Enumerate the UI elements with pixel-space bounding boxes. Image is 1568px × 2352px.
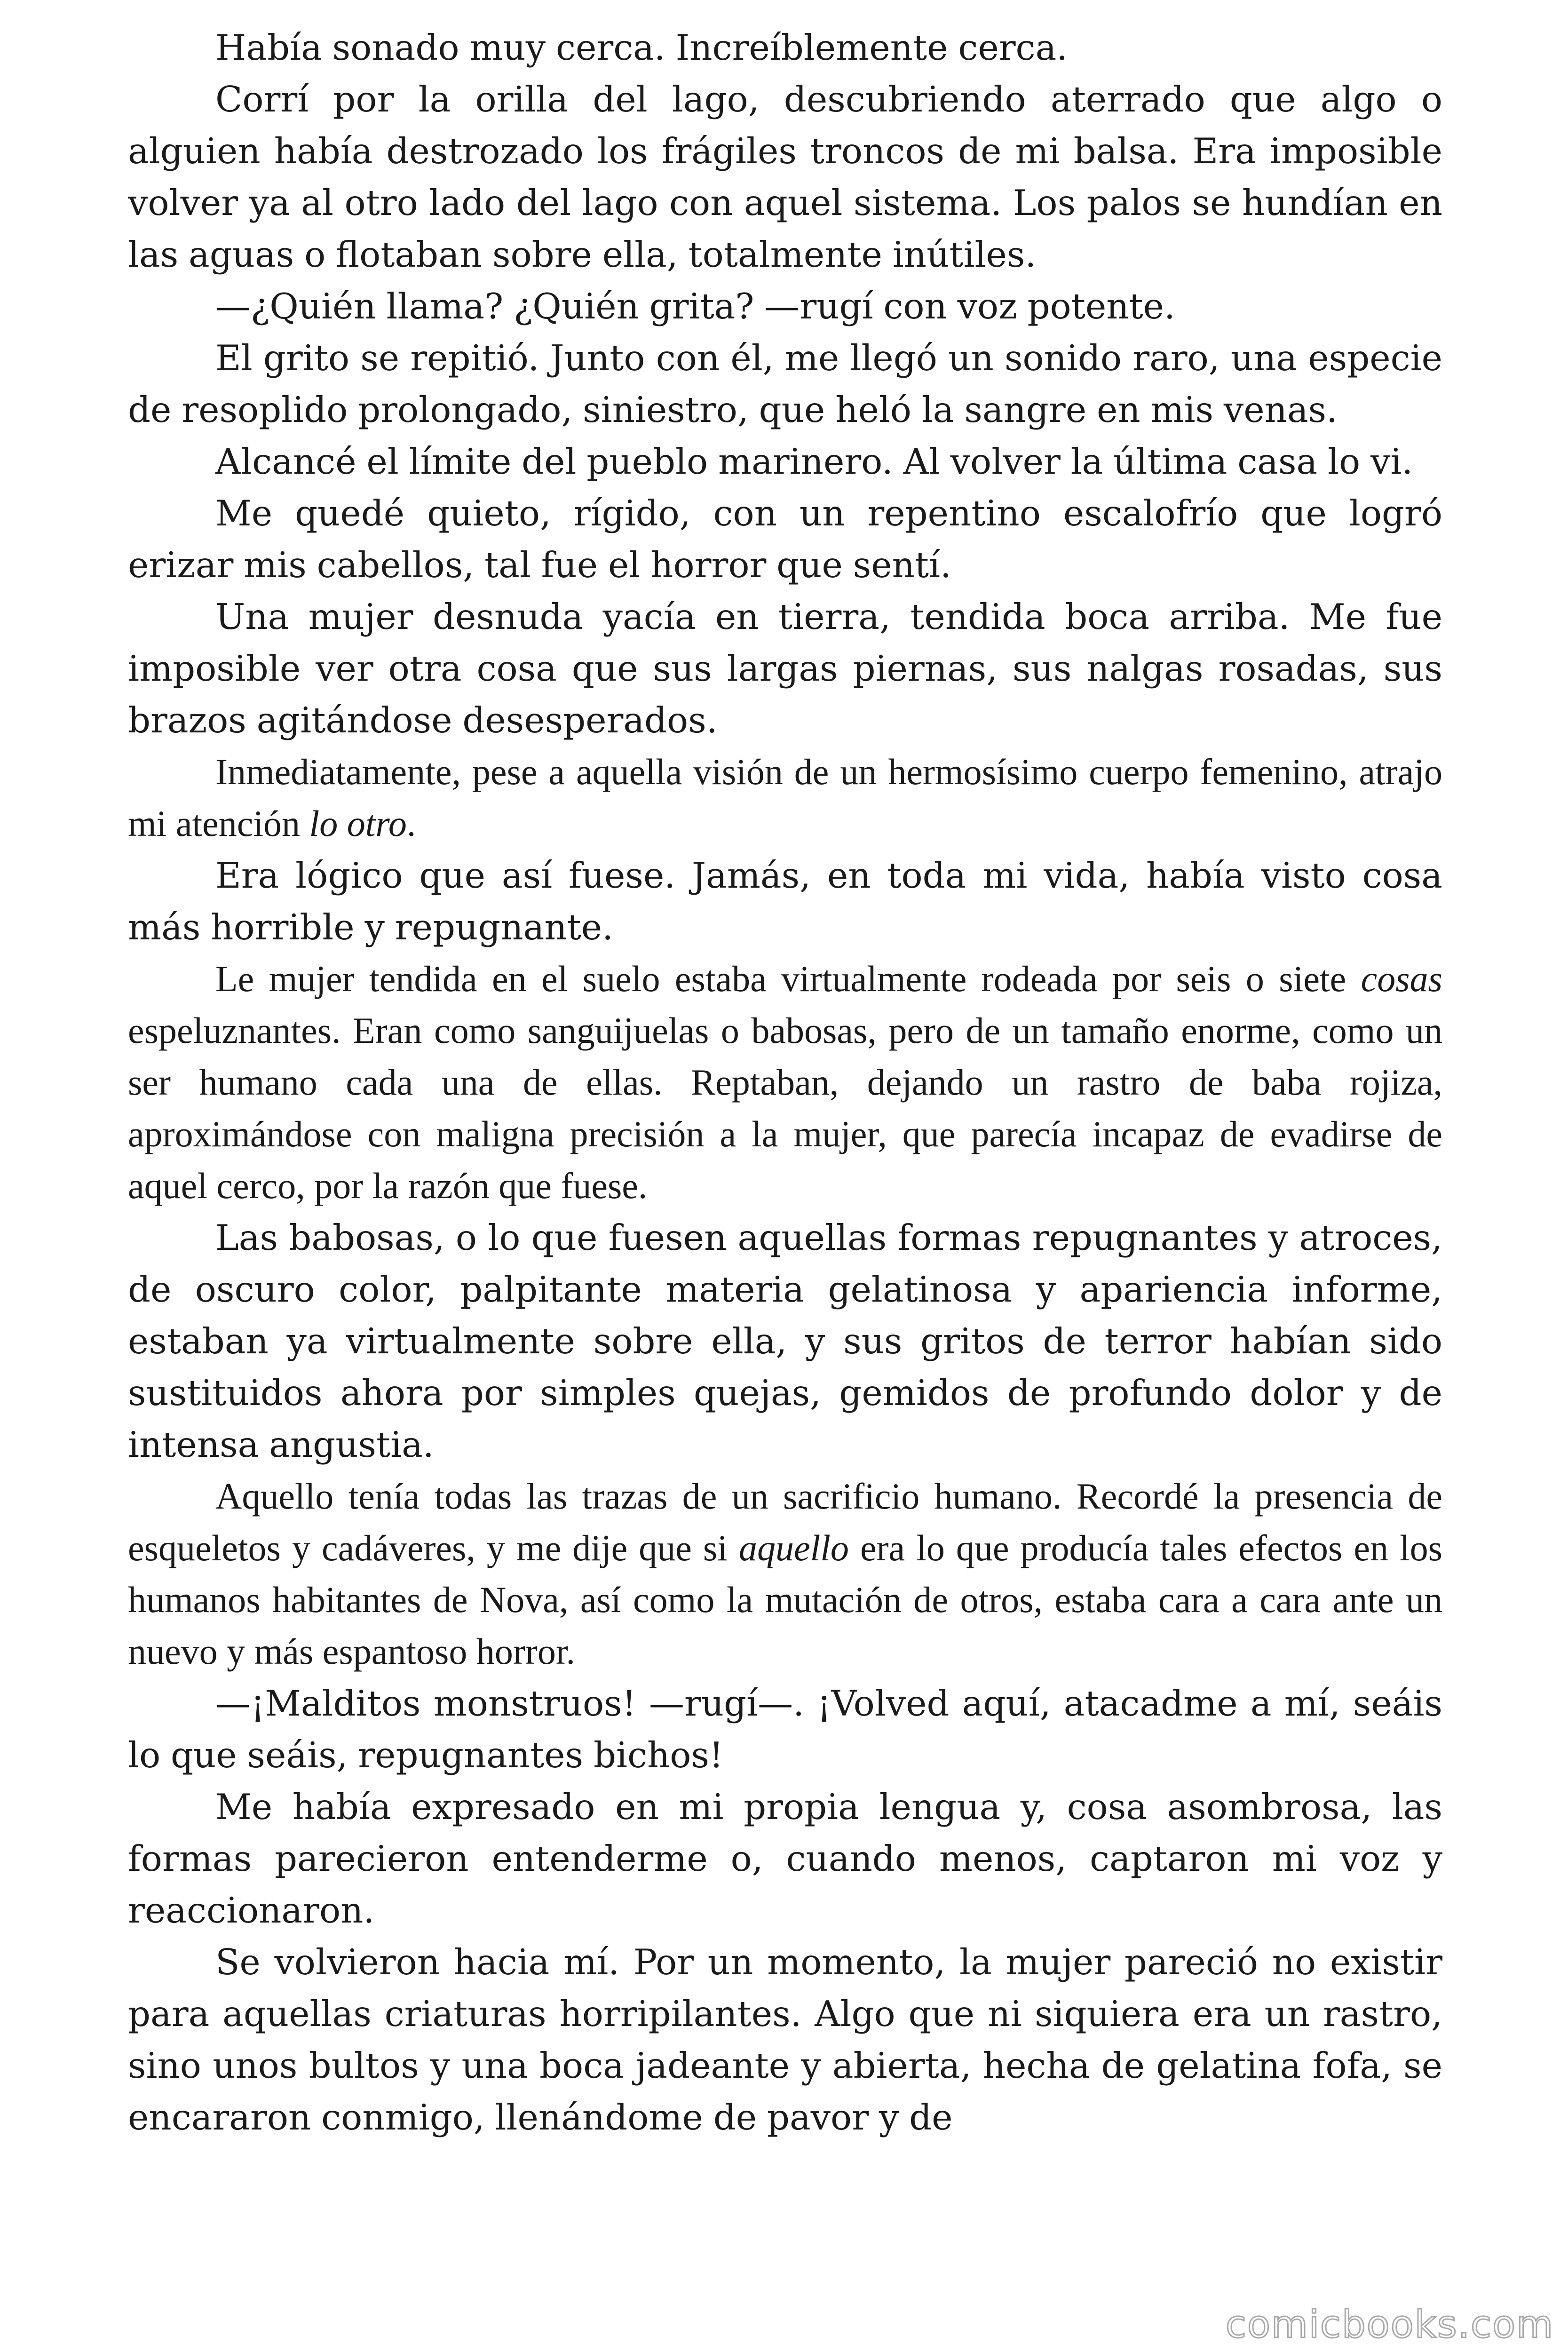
text-segment: Una mujer desnuda yacía en tierra, tendida boca arriba. Me fue imposible ver otra cosa que sus largas piernas, sus nalgas rosadas, sus brazos agitándose desesperados. <box>128 596 1442 741</box>
text-segment: Aquello tenía todas las trazas de un sacrificio humano. Recordé la presencia de esqueletos y cadáveres, y me dije que si <box>128 1476 1442 1568</box>
text-segment: Corrí por la orilla del lago, descubriendo aterrado que algo o alguien había destrozado los frágiles troncos de mi balsa. Era imposible volver ya al otro lado del lago con aquel sistema. Los palos se hundían en las aguas o flotaban sobre ella, totalmente inútiles. <box>128 79 1442 275</box>
text-segment: Inmediatamente, pese a aquella visión de un hermosísimo cuerpo femenino, atrajo mi atención <box>128 751 1442 844</box>
paragraph <box>128 1212 1442 1470</box>
paragraph <box>128 746 1442 850</box>
paragraph <box>128 1677 1442 1781</box>
text-segment: . <box>406 803 416 844</box>
paragraph <box>128 487 1442 591</box>
text-segment: El grito se repitió. Junto con él, me llegó un sonido raro, una especie de resoplido prolongado, siniestro, que heló la sangre en mis venas. <box>128 337 1442 430</box>
text-segment: Las babosas, o lo que fuesen aquellas formas repugnantes y atroces, de oscuro color, palpitante materia gelatinosa y apariencia informe, estaban ya virtualmente sobre ella, y sus gritos de terror habían sido sustituidos ahora por simples quejas, gemidos de profundo dolor y de intensa angustia. <box>128 1217 1442 1465</box>
paragraph <box>128 850 1442 953</box>
paragraph <box>128 73 1442 280</box>
text-segment: Le mujer tendida en el suelo estaba virtualmente rodeada por seis o siete <box>215 958 1361 999</box>
paragraph <box>128 1936 1442 2143</box>
text-segment: —¡Malditos monstruos! —rugí—. ¡Volved aquí, atacadme a mí, seáis lo que seáis, repugnantes bichos! <box>128 1683 1442 1776</box>
watermark: comicbooks.com <box>1225 2303 1554 2346</box>
paragraph <box>128 1781 1442 1936</box>
paragraph <box>128 280 1442 332</box>
text-segment: Se volvieron hacia mí. Por un momento, la mujer pareció no existir para aquellas criaturas horripilantes. Algo que ni siquiera era un rastro, sino unos bultos y una boca jadeante y abierta, hecha de gelatina fofa, se encararon conmigo, llenándome de pavor y de <box>128 1941 1442 2138</box>
paragraph <box>128 436 1442 487</box>
book-page <box>128 22 1442 2336</box>
paragraph <box>128 953 1442 1212</box>
paragraph <box>128 332 1442 436</box>
italic-text: aquello <box>738 1527 849 1568</box>
text-segment: espeluznantes. Eran como sanguijuelas o babosas, pero de un tamaño enorme, como un ser humano cada una de ellas. Reptaban, dejando un rastro de baba rojiza, aproximándose con maligna precisión a la mujer, que parecía incapaz de evadirse de aquel cerco, por la razón que fuese. <box>128 1010 1442 1206</box>
paragraph <box>128 22 1442 73</box>
paragraph <box>128 1470 1442 1677</box>
paragraph <box>128 591 1442 746</box>
text-segment: Era lógico que así fuese. Jamás, en toda mi vida, había visto cosa más horrible y repugnante. <box>128 855 1442 948</box>
text-segment: Me quedé quieto, rígido, con un repentino escalofrío que logró erizar mis cabellos, tal fue el horror que sentí. <box>128 493 1442 586</box>
text-segment: era lo que producía tales efectos en los humanos habitantes de Nova, así como la mutación de otros, estaba cara a cara ante un nuevo y más espantoso horror. <box>128 1527 1442 1672</box>
italic-text: cosas <box>1361 958 1442 999</box>
text-segment: Alcancé el límite del pueblo marinero. Al volver la última casa lo vi. <box>215 441 1413 482</box>
text-segment: Había sonado muy cerca. Increíblemente cerca. <box>215 27 1068 68</box>
italic-text: lo otro <box>309 803 407 844</box>
text-segment: Me había expresado en mi propia lengua y, cosa asombrosa, las formas parecieron entenderme o, cuando menos, captaron mi voz y reaccionaron. <box>128 1786 1442 1931</box>
text-segment: —¿Quién llama? ¿Quién grita? —rugí con voz potente. <box>215 286 1175 327</box>
